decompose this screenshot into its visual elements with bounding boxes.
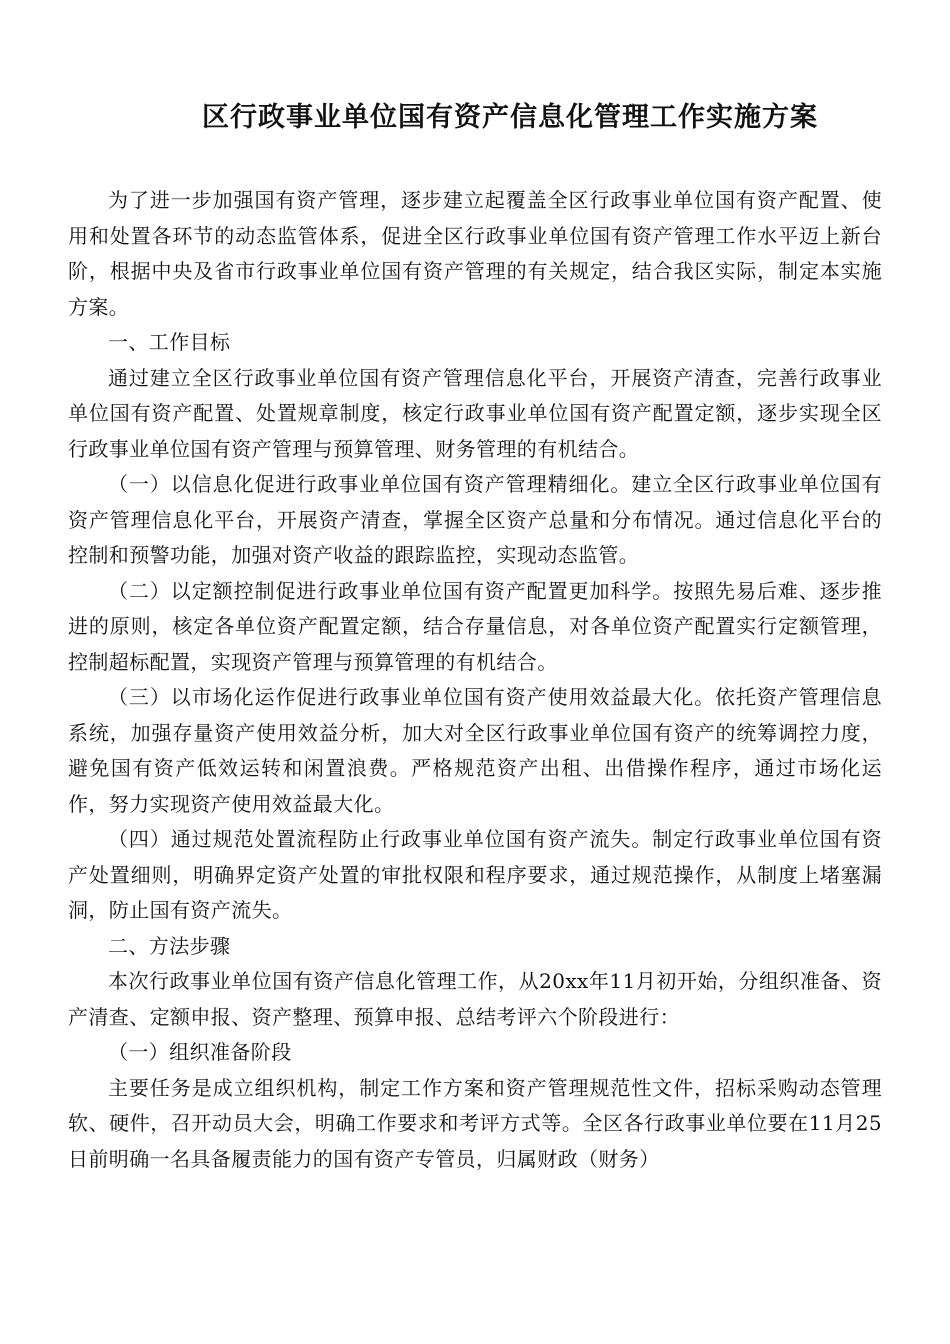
goal-item-3: （三）以市场化运作促进行政事业单位国有资产使用效益最大化。依托资产管理信息系统，加强存量资产使用效益分析，加大对全区行政事业单位国有资产的统筹调控力度，避免国有资产低效运转和闲置浪费。严格规范资产出租、出借操作程序，通过市场化运作，努力实现资产使用效益最大化。 <box>68 685 882 816</box>
section-heading-goals: 一、工作目标 <box>108 330 231 354</box>
steps-paragraph: 本次行政事业单位国有资产信息化管理工作，从20xx年11月初开始，分组织准备、资产清查、定额申报、资产整理、预算申报、总结考评六个阶段进行： <box>68 969 882 1029</box>
goal-item-4: （四）通过规范处置流程防止行政事业单位国有资产流失。制定行政事业单位国有资产处置细则，明确界定资产处置的审批权限和程序要求，通过规范操作，从制度上堵塞漏洞，防止国有资产流失。 <box>68 827 882 922</box>
goal-item-2: （二）以定额控制促进行政事业单位国有资产配置更加科学。按照先易后难、逐步推进的原则，核定各单位资产配置定额，结合存量信息，对各单位资产配置实行定额管理，控制超标配置，实现资产管理与预算管理的有机结合。 <box>68 578 882 674</box>
intro-paragraph: 为了进一步加强国有资产管理，逐步建立起覆盖全区行政事业单位国有资产配置、使用和处置各环节的动态监管体系，促进全区行政事业单位国有资产管理工作水平迈上新台阶，根据中央及省市行政事业单位国有资产管理的有关规定，结合我区实际，制定本实施方案。 <box>68 188 882 319</box>
document-body <box>68 183 882 1177</box>
goals-paragraph: 通过建立全区行政事业单位国有资产管理信息化平台，开展资产清查，完善行政事业单位国有资产配置、处置规章制度，核定行政事业单位国有资产配置定额，逐步实现全区行政事业单位国有资产管理与预算管理、财务管理的有机结合。 <box>68 365 882 461</box>
stage-heading-preparation: （一）组织准备阶段 <box>108 1040 292 1064</box>
section-heading-steps: 二、方法步骤 <box>108 933 231 958</box>
goal-item-1: （一）以信息化促进行政事业单位国有资产管理精细化。建立全区行政事业单位国有资产管理信息化平台，开展资产清查，掌握全区资产总量和分布情况。通过信息化平台的控制和预警功能，加强对资产收益的跟踪监控，实现动态监管。 <box>68 472 882 567</box>
document-title: 区行政事业单位国有资产信息化管理工作实施方案 <box>202 102 818 133</box>
stage-paragraph-preparation: 主要任务是成立组织机构，制定工作方案和资产管理规范性文件，招标采购动态管理软、硬件，召开动员大会，明确工作要求和考评方式等。全区各行政事业单位要在11月25日前明确一名具备履责能力的国有资产专管员，归属财政（财务） <box>68 1075 882 1171</box>
